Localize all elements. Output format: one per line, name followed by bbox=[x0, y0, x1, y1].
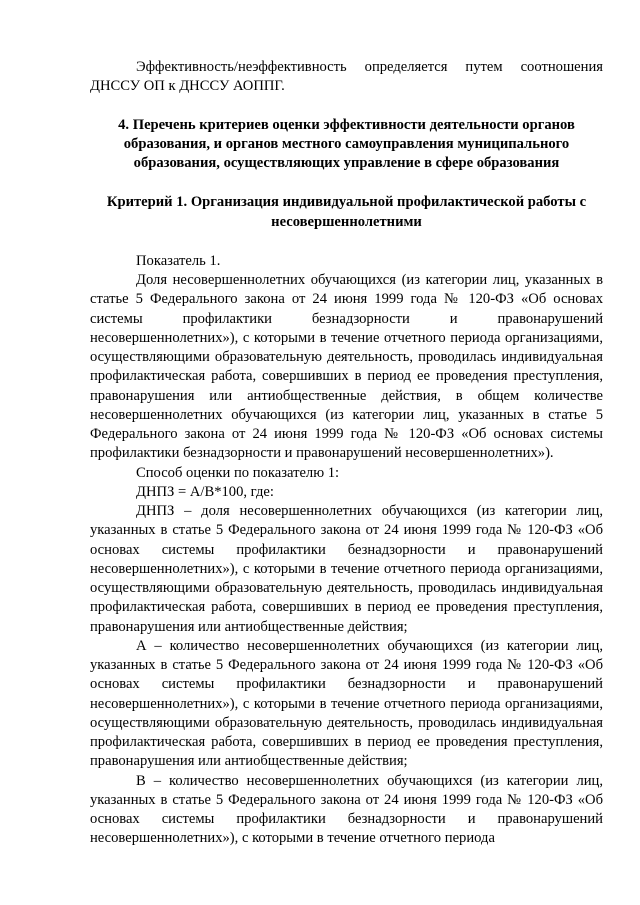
definition-dnpz: ДНПЗ – доля несовершеннолетних обучающихся (из категории лиц, указанных в статье 5 Федерального закона от 24 июня 1999 года № 120-ФЗ «Об основах системы профилактики безнадзорности и правонарушений несовершеннолетних»), с которыми в течение отчетного периода организациями, осуществляющими образовательную деятельность, проводилась индивидуальная профилактическая работа, совершивших в период ее проведения преступления, правонарушения или антиобщественные действия; bbox=[90, 503, 603, 635]
definition-b: В – количество несовершеннолетних обучающихся (из категории лиц, указанных в статье 5 Федерального закона от 24 июня 1999 года № 120-ФЗ «Об основах системы профилактики безнадзорности и правонарушений несовершеннолетних»), с которыми в течение отчетного периода bbox=[90, 772, 603, 847]
intro-paragraph: Эффективность/неэффективность определяется путем соотношения ДНССУ ОП к ДНССУ АОППГ. bbox=[90, 59, 603, 95]
method-label: Способ оценки по показателю 1: bbox=[136, 464, 340, 481]
section-heading: 4. Перечень критериев оценки эффективности деятельности органов образования, и органов местного самоуправления муниципального образования, осуществляющих управление в сфере образования bbox=[118, 116, 575, 171]
definition-a: А – количество несовершеннолетних обучающихся (из категории лиц, указанных в статье 5 Федерального закона от 24 июня 1999 года № 120-ФЗ «Об основах системы профилактики безнадзорности и правонарушений несовершеннолетних»), с которыми в течение отчетного периода организациями, осуществляющими образовательную деятельность, проводилась индивидуальная профилактическая работа, совершивших в период ее проведения преступления, правонарушения или антиобщественные действия; bbox=[90, 637, 603, 770]
indicator-label: Показатель 1. bbox=[136, 252, 221, 269]
document-page bbox=[90, 58, 603, 849]
criterion-heading: Критерий 1. Организация индивидуальной профилактической работы с несовершеннолетними bbox=[106, 194, 587, 230]
formula: ДНПЗ = А/В*100, где: bbox=[136, 483, 274, 500]
indicator-text: Доля несовершеннолетних обучающихся (из категории лиц, указанных в статье 5 Федерального закона от 24 июня 1999 года № 120-ФЗ «Об основах системы профилактики безнадзорности и правонарушений несовершеннолетних»), с которыми в течение отчетного периода организациями, осуществляющими образовательную деятельность, проводилась индивидуальная профилактическая работа, совершивших в период ее проведения преступления, правонарушения или антиобщественные действия, в общем количестве несовершеннолетних обучающихся (из категории лиц, указанных в статье 5 Федерального закона от 24 июня 1999 года № 120-ФЗ «Об основах системы профилактики безнадзорности и правонарушений несовершеннолетних»). bbox=[90, 272, 603, 462]
